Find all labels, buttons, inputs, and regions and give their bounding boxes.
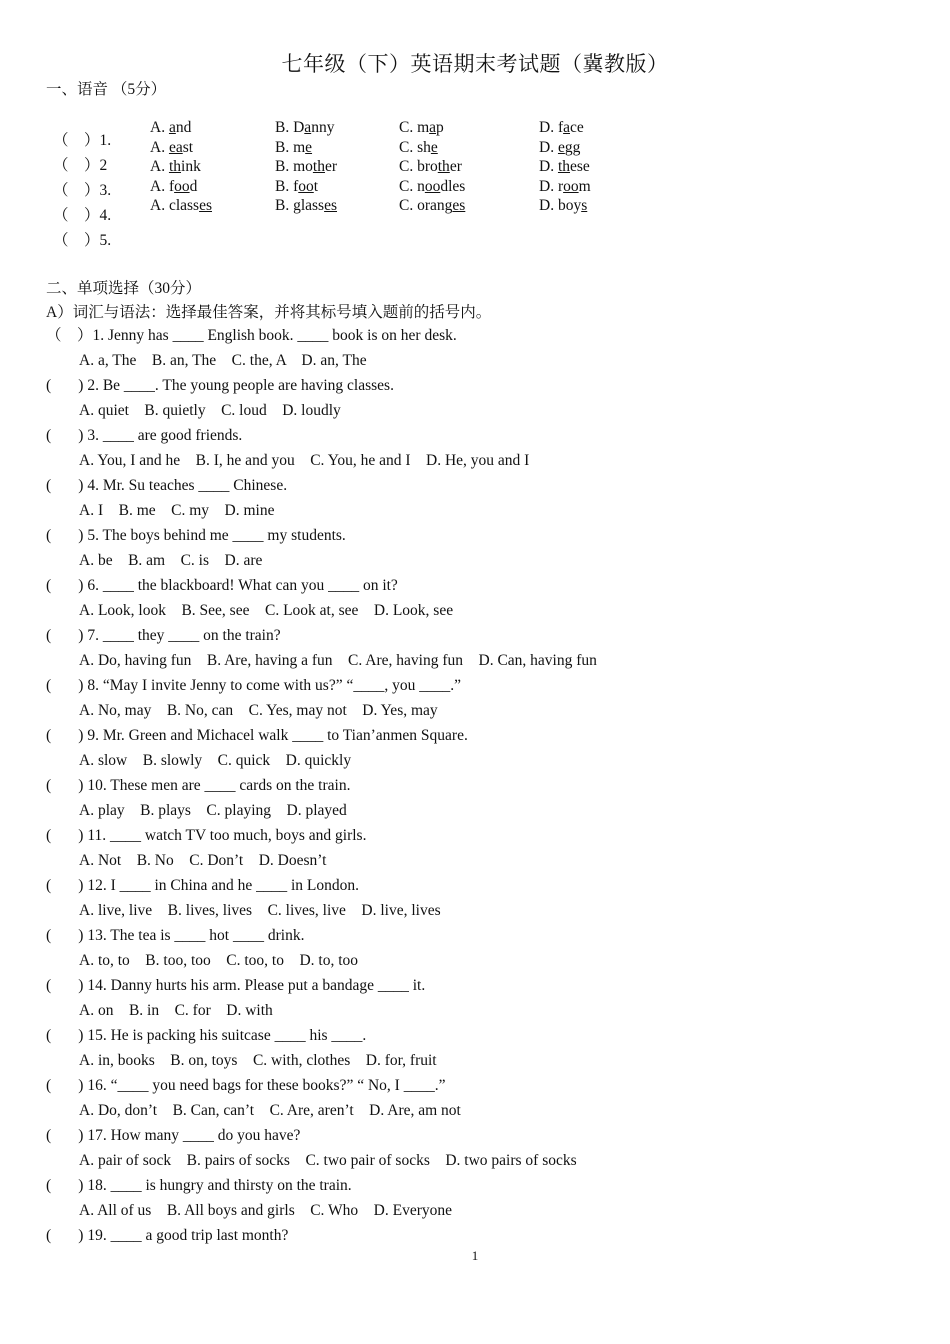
option-text: B. mo <box>275 158 313 175</box>
phonetics-option <box>150 177 197 197</box>
answer-options: A. in, books B. on, toys C. with, clothes D. for, fruit <box>79 1052 437 1069</box>
phonetics-option <box>275 177 318 197</box>
page-number: 1 <box>471 1248 479 1263</box>
option-text: B. f <box>275 177 299 195</box>
option-text: ink <box>181 158 201 175</box>
underlined-letters: th <box>312 158 325 175</box>
answer-options: A. quiet B. quietly C. loud D. loudly <box>79 402 341 419</box>
question-stem: ( ) 19. ____ a good trip last month? <box>46 1227 289 1244</box>
option-text: B. glass <box>275 197 325 214</box>
question-stem: ( ) 9. Mr. Green and Michacel walk ____ to Tian’anmen Square. <box>46 727 468 744</box>
answer-options: A. pair of sock B. pairs of socks C. two pair of socks D. two pairs of socks <box>79 1152 577 1169</box>
answer-options: A. All of us B. All boys and girls C. Who D. Everyone <box>79 1202 452 1219</box>
question-stem: ( ) 3. ____ are good friends. <box>46 427 243 444</box>
underlined-letters: e <box>557 138 565 156</box>
question-stem: ( ) 5. The boys behind me ____ my students. <box>46 527 346 544</box>
phonetics-option <box>150 196 212 216</box>
phonetics-option <box>275 196 337 216</box>
question-stem: （ ）1. Jenny has ____ English book. ____ book is on her desk. <box>46 327 457 344</box>
option-text: gg <box>564 138 581 156</box>
phonetics-option <box>399 177 465 197</box>
section2-subheading: A）词汇与语法：选择最佳答案，并将其标号填入题前的括号内。 <box>46 304 492 321</box>
phonetics-option <box>275 118 334 138</box>
answer-options: A. I B. me C. my D. mine <box>79 502 275 519</box>
answer-options: A. to, to B. too, too C. too, to D. to, too <box>79 952 359 969</box>
section2-heading: 二、单项选择（30分） <box>46 280 202 297</box>
answer-options: A. You, I and he B. I, he and you C. You, he and I D. He, you and I <box>79 452 530 469</box>
answer-options: A. Do, having fun B. Are, having a fun C. Are, having fun D. Can, having fun <box>79 652 597 669</box>
phonetics-q2: （ ）2 <box>53 157 108 174</box>
question-stem: ( ) 7. ____ they ____ on the train? <box>46 627 281 644</box>
option-text: C. n <box>399 177 425 195</box>
phonetics-option <box>275 138 312 158</box>
question-stem: ( ) 12. I ____ in China and he ____ in London. <box>46 877 359 894</box>
question-stem: ( ) 4. Mr. Su teaches ____ Chinese. <box>46 477 288 494</box>
answer-options: A. Do, don’t B. Can, can’t C. Are, aren’t D. Are, am not <box>79 1102 461 1119</box>
answer-options: A. slow B. slowly C. quick D. quickly <box>79 752 352 769</box>
question-stem: ( ) 13. The tea is ____ hot ____ drink. <box>46 927 305 944</box>
question-stem: ( ) 8. “May I invite Jenny to come with us?” “____, you ____.” <box>46 677 461 694</box>
underlined-letters: oo <box>174 177 190 195</box>
option-text: nny <box>311 119 335 136</box>
option-text: A. <box>150 138 169 156</box>
option-text: C. orang <box>399 197 453 214</box>
phonetics-q4: （ ）4. <box>53 207 112 224</box>
underlined-letters: th <box>437 158 450 175</box>
answer-options: A. be B. am C. is D. are <box>79 552 263 569</box>
option-text: p <box>436 119 444 136</box>
answer-options: A. Not B. No C. Don’t D. Doesn’t <box>79 852 327 869</box>
phonetics-option <box>399 157 462 177</box>
underlined-letters: th <box>168 158 182 175</box>
option-text: ese <box>570 158 590 175</box>
underlined-letters: es <box>199 197 212 214</box>
option-text: ce <box>570 119 584 136</box>
option-text: C. bro <box>399 158 438 175</box>
option-text: A. f <box>150 177 175 195</box>
option-text: C. m <box>399 119 430 136</box>
question-stem: ( ) 2. Be ____. The young people are having classes. <box>46 377 394 394</box>
phonetics-option <box>399 196 465 216</box>
underlined-letters: th <box>557 158 571 175</box>
question-stem: ( ) 10. These men are ____ cards on the train. <box>46 777 351 794</box>
option-text: m <box>578 177 591 195</box>
option-text: D. boy <box>539 197 582 214</box>
phonetics-option <box>539 196 587 216</box>
question-stem: ( ) 18. ____ is hungry and thirsty on the train. <box>46 1177 352 1194</box>
page-title: 七年级（下）英语期末考试题（冀教版） <box>281 52 669 76</box>
underlined-letters: a <box>304 119 312 136</box>
underlined-letters: a <box>429 119 437 136</box>
question-stem: ( ) 15. He is packing his suitcase ____ his ____. <box>46 1027 367 1044</box>
option-text: D. f <box>539 119 564 136</box>
option-text: B. m <box>275 138 306 156</box>
option-text: D. <box>539 158 558 175</box>
underlined-letters: oo <box>424 177 441 195</box>
phonetics-option <box>150 157 201 177</box>
phonetics-q5: （ ）5. <box>53 232 112 249</box>
phonetics-option <box>399 138 438 158</box>
underlined-letters: a <box>563 119 570 136</box>
answer-options: A. on B. in C. for D. with <box>79 1002 273 1019</box>
option-text: A. <box>150 158 169 175</box>
phonetics-option <box>150 118 191 138</box>
phonetics-option <box>539 177 591 197</box>
answer-options: A. live, live B. lives, lives C. lives, live D. live, lives <box>79 902 441 919</box>
phonetics-option <box>399 118 444 138</box>
option-text: t <box>313 177 319 195</box>
answer-options: A. play B. plays C. playing D. played <box>79 802 347 819</box>
question-stem: ( ) 16. “____ you need bags for these books?” “ No, I ____.” <box>46 1077 446 1094</box>
underlined-letters: s <box>581 197 588 214</box>
phonetics-q3: （ ）3. <box>53 182 112 199</box>
option-text: er <box>449 158 462 175</box>
underlined-letters: es <box>324 197 338 214</box>
option-text: dles <box>440 177 466 195</box>
section1-heading: 一、语音 （5分） <box>46 81 167 98</box>
option-text: A. <box>150 119 169 136</box>
question-stem: ( ) 17. How many ____ do you have? <box>46 1127 301 1144</box>
option-text: C. sh <box>399 138 431 156</box>
underlined-letters: e <box>430 138 438 156</box>
option-text: D. r <box>539 177 564 195</box>
phonetics-option <box>275 157 337 177</box>
answer-options: A. No, may B. No, can C. Yes, may not D. Yes, may <box>79 702 438 719</box>
question-stem: ( ) 11. ____ watch TV too much, boys and girls. <box>46 827 367 844</box>
underlined-letters: a <box>168 119 176 136</box>
option-text: B. D <box>275 119 305 136</box>
answer-options: A. Look, look B. See, see C. Look at, see D. Look, see <box>79 602 454 619</box>
phonetics-question-numbers <box>53 128 111 253</box>
question-stem: ( ) 6. ____ the blackboard! What can you ____ on it? <box>46 577 398 594</box>
multiple-choice-list <box>46 323 906 1248</box>
underlined-letters: e <box>305 138 313 156</box>
phonetics-q1: （ ）1. <box>53 132 112 149</box>
underlined-letters: ea <box>168 138 183 156</box>
phonetics-option <box>539 157 590 177</box>
option-text: er <box>324 158 338 175</box>
answer-options: A. a, The B. an, The C. the, A D. an, The <box>79 352 367 369</box>
option-text: st <box>182 138 194 156</box>
phonetics-option <box>150 138 193 158</box>
phonetics-option <box>539 138 580 158</box>
option-text: D. <box>539 138 558 156</box>
question-stem: ( ) 14. Danny hurts his arm. Please put a bandage ____ it. <box>46 977 426 994</box>
underlined-letters: oo <box>298 177 314 195</box>
option-text: A. class <box>150 197 200 214</box>
underlined-letters: es <box>452 197 466 214</box>
underlined-letters: oo <box>563 177 579 195</box>
option-text: d <box>189 177 198 195</box>
phonetics-option <box>539 118 584 138</box>
option-text: nd <box>175 119 192 136</box>
